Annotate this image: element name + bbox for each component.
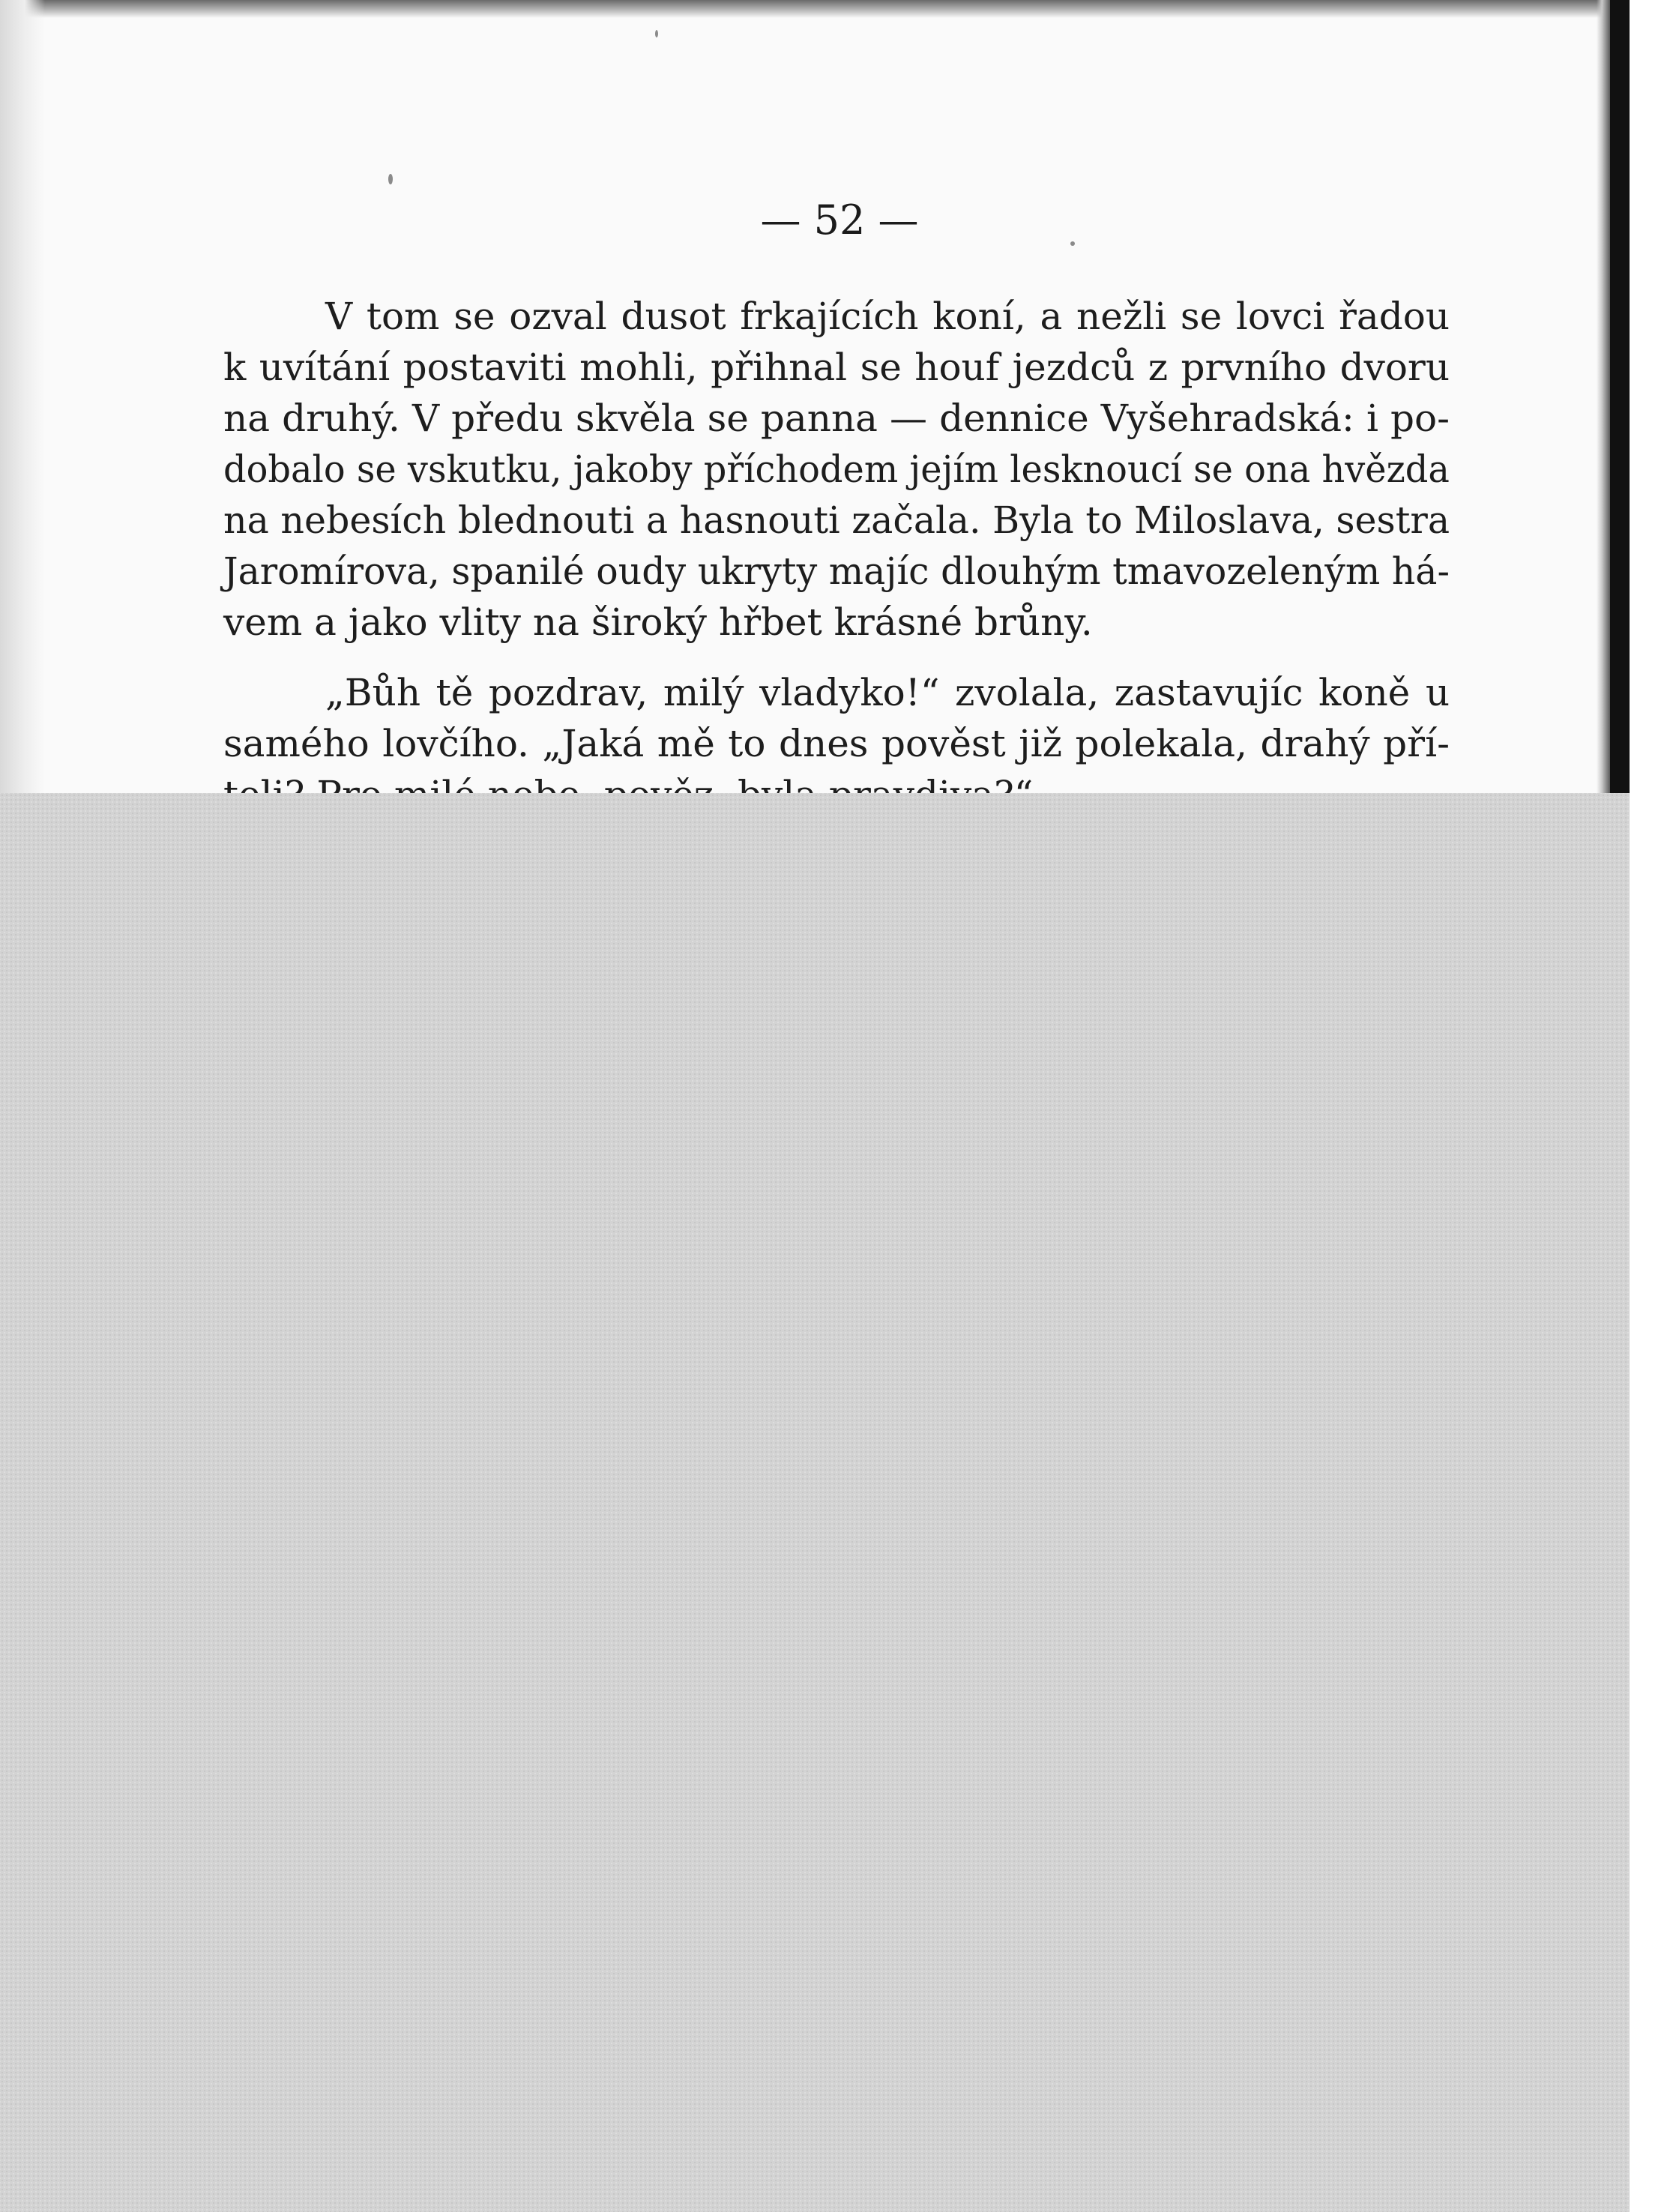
page-left-edge-shadow: [0, 0, 45, 793]
scan-speck: [655, 30, 658, 37]
page-number: — 52 —: [760, 196, 919, 244]
page-right-binding-edge: [1610, 0, 1630, 793]
text-line: V tom se ozval dusot frkajících koní, a nežli se lovci řadou: [325, 295, 1450, 338]
text-line: na nebesích blednouti a hasnouti začala. Byla to Miloslava, sestra: [223, 498, 1450, 542]
page-right-edge-shadow: [1597, 0, 1610, 793]
text-line: Jaromírova, spanilé oudy ukryty majíc dlouhým tmavozeleným há-: [223, 549, 1450, 593]
text-line: vem a jako vlity na široký hřbet krásné brůny.: [223, 600, 1093, 644]
scanned-page: [0, 0, 1630, 793]
text-line: „Bůh tě pozdrav, milý vladyko!“ zvolala, zastavujíc koně u: [325, 671, 1450, 714]
text-line: k uvítání postaviti mohli, přihnal se houf jezdců z prvního dvoru: [223, 346, 1450, 389]
page-top-edge-shadow: [0, 0, 1630, 18]
body-text: [223, 291, 1450, 820]
text-line: samého lovčího. „Jaká mě to dnes pověst již polekala, drahý pří-: [223, 722, 1450, 765]
paragraph: [223, 291, 1450, 648]
scan-speck: [388, 174, 393, 184]
text-line: dobalo se vskutku, jakoby příchodem jejím lesknoucí se ona hvězda: [223, 447, 1450, 491]
unscanned-area: [0, 793, 1630, 2212]
text-line: na druhý. V předu skvěla se panna — dennice Vyšehradská: i po-: [223, 397, 1450, 440]
